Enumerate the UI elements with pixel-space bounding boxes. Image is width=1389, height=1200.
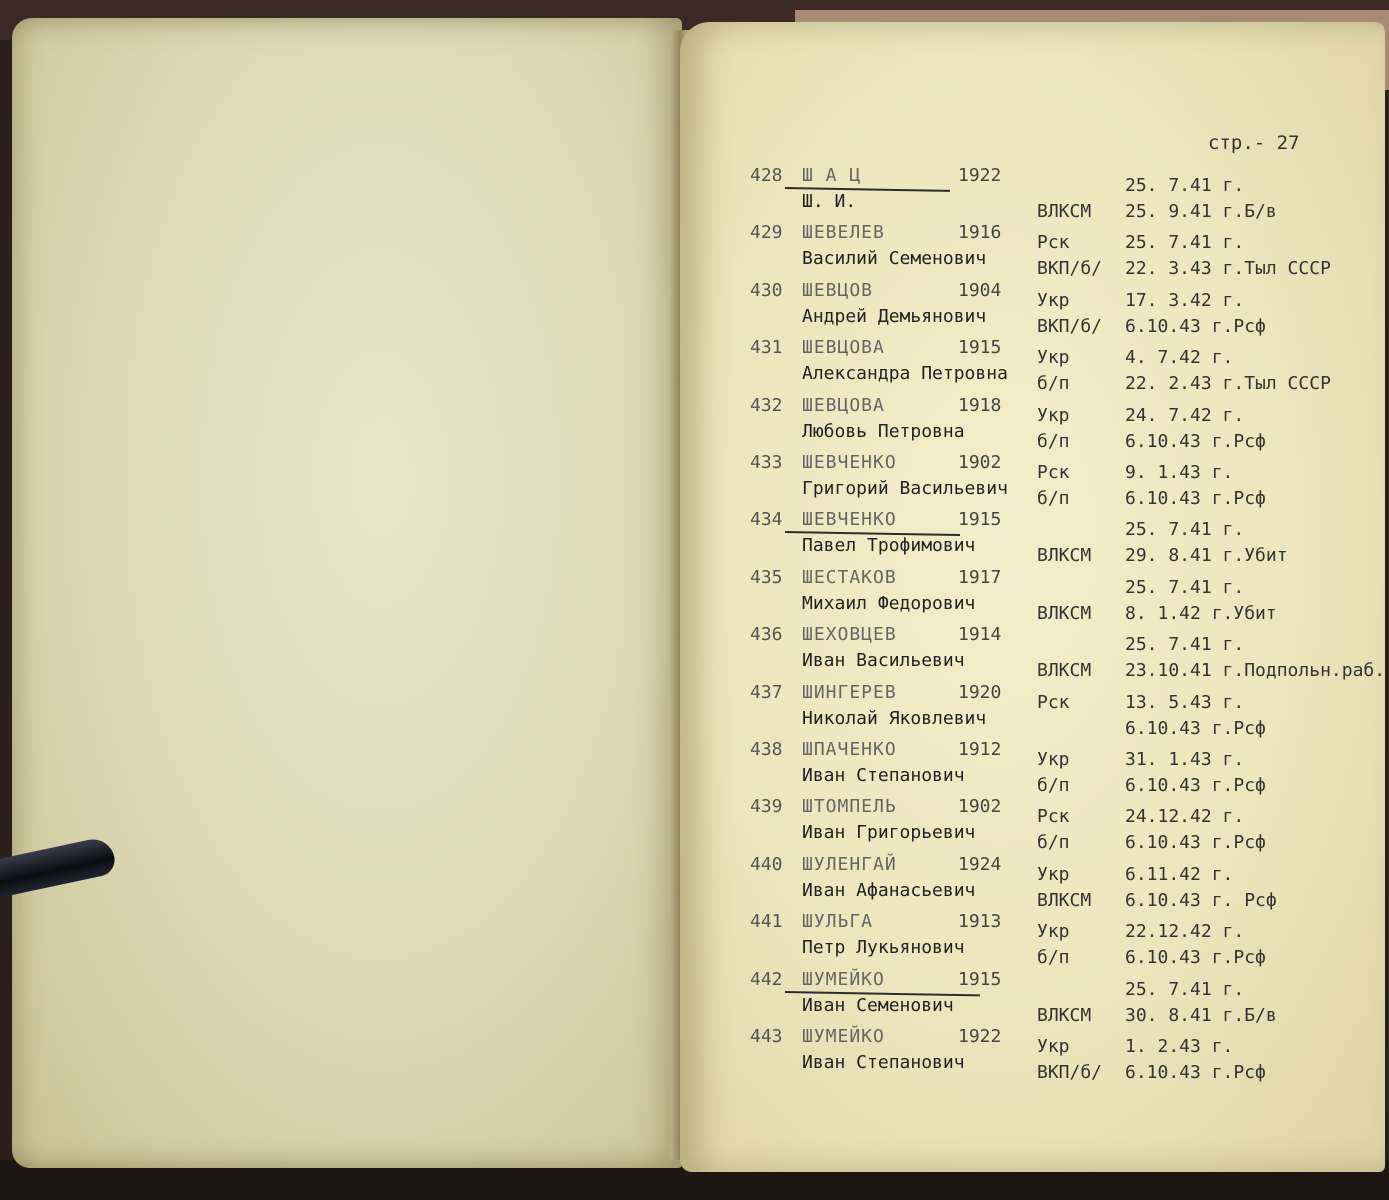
entry-given-names: Павел Трофимович [802,535,976,557]
entry-birth-year: 1924 [958,853,1002,875]
entry-nationality: Рск [1037,691,1070,713]
entry-given-names: Петр Лукьянович [802,937,965,959]
entry-surname: ШЕВЧЕНКО [802,452,897,473]
entry-party: ВЛКСМ [1037,660,1092,682]
entry-party: ВКП/б/ [1037,258,1103,280]
register-entry [680,616,1386,682]
entry-party: ВЛКСМ [1037,1004,1092,1026]
entry-start-date: 4. 7.42 г. [1125,347,1234,369]
entry-party: ВКП/б/ [1037,1062,1103,1083]
entry-party: б/п [1037,430,1070,452]
entry-surname: ШУМЕЙКО [802,1026,885,1047]
entry-nationality: Рск [1037,806,1070,828]
entry-nationality: Укр [1037,1036,1070,1057]
entry-birth-year: 1904 [958,279,1002,301]
entry-end-date: 8. 1.42 г.Убит [1125,602,1277,624]
entry-birth-year: 1914 [958,624,1002,646]
entry-party: б/п [1037,488,1070,509]
entry-birth-year: 1915 [958,337,1002,359]
entry-start-date: 9. 1.43 г. [1125,462,1234,483]
entry-party: ВЛКСМ [1037,545,1092,567]
register-entry [680,559,1385,624]
entry-number: 433 [750,452,783,473]
entry-surname: ШУЛЕНГАЙ [802,853,897,875]
entry-number: 428 [750,165,783,186]
entry-party: ВЛКСМ [1037,889,1092,911]
entry-birth-year: 1917 [958,566,1002,588]
entry-end-date: 6.10.43 г.Рсф [1125,430,1266,452]
entry-birth-year: 1902 [958,796,1002,818]
entry-surname: Ш А Ц [802,165,862,186]
entry-nationality: Укр [1037,921,1070,943]
entry-birth-year: 1916 [958,222,1002,244]
entry-given-names: Василий Семенович [802,248,987,270]
entry-surname: ШЕВЦОВА [802,337,885,359]
entry-surname: ШЕВЕЛЕВ [802,222,885,244]
entry-party: б/п [1037,832,1070,854]
entry-surname: ШИНГЕРЕВ [802,681,897,703]
entry-nationality: Укр [1037,863,1070,885]
entry-birth-year: 1922 [958,165,1002,186]
register-entry [680,903,1385,969]
entry-end-date: 6.10.43 г.Рсф [1125,1062,1266,1083]
entry-surname: ШЕВЦОВА [802,394,885,416]
entry-end-date: 6.10.43 г.Рсф [1125,947,1266,969]
entry-surname: ШЕВЦОВ [802,279,874,301]
register-entry [680,731,1385,796]
entry-party: б/п [1037,373,1070,395]
entry-nationality: Укр [1037,404,1070,426]
entry-number: 432 [750,394,783,416]
entry-given-names: Михаил Федорович [802,592,976,614]
register-entry [680,157,1385,222]
register-entry [680,214,1385,280]
entry-number: 434 [750,509,783,531]
entry-birth-year: 1918 [958,394,1002,416]
entry-start-date: 22.12.42 г. [1125,921,1245,943]
register-entry [680,788,1385,854]
entry-start-date: 31. 1.43 г. [1125,749,1245,770]
entry-birth-year: 1913 [958,911,1002,933]
entry-given-names: Григорий Васильевич [802,478,1008,499]
entry-number: 438 [750,739,783,760]
entry-end-date: 25. 9.41 г.Б/в [1125,201,1277,222]
entry-surname: ШУЛЬГА [802,911,874,933]
register-entry [680,272,1385,337]
entry-start-date: 25. 7.41 г. [1125,232,1245,254]
register-entry [680,674,1385,739]
entry-end-date: 22. 2.43 г.Тыл СССР [1125,373,1331,395]
entry-given-names: Иван Степанович [802,765,965,786]
entry-end-date: 6.10.43 г.Рсф [1125,775,1266,796]
entry-party: б/п [1037,775,1070,796]
entry-number: 435 [750,566,783,588]
entry-number: 440 [750,853,783,875]
entry-start-date: 25. 7.41 г. [1125,576,1245,598]
entry-start-date: 25. 7.41 г. [1125,175,1245,196]
entry-given-names: Ш. И. [802,191,857,212]
register-entry [680,961,1385,1026]
entry-nationality: Рск [1037,462,1070,483]
entry-number: 429 [750,222,783,244]
entry-nationality: Укр [1037,749,1070,770]
entry-number: 436 [750,624,783,646]
entry-number: 443 [750,1026,783,1047]
entry-surname: ШЕХОВЦЕВ [802,624,897,646]
entry-birth-year: 1902 [958,452,1002,473]
entry-end-date: 6.10.43 г. Рсф [1125,889,1277,911]
entry-end-date: 6.10.43 г.Рсф [1125,488,1266,509]
entry-end-date: 30. 8.41 г.Б/в [1125,1004,1277,1026]
entry-nationality: Укр [1037,347,1070,369]
entry-end-date: 6.10.43 г.Рсф [1125,717,1266,739]
entry-start-date: 6.11.42 г. [1125,863,1234,885]
entry-number: 439 [750,796,783,818]
page-number: стр.- 27 [1208,132,1300,154]
entry-given-names: Иван Семенович [802,994,954,1016]
entry-birth-year: 1915 [958,968,1002,990]
entry-nationality: Рск [1037,232,1070,254]
entry-end-date: 22. 3.43 г.Тыл СССР [1125,258,1331,280]
entry-given-names: Любовь Петровна [802,420,965,442]
entry-party: ВЛКСМ [1037,201,1092,222]
entry-given-names: Андрей Демьянович [802,305,987,327]
entry-surname: ШЕВЧЕНКО [802,509,897,531]
entry-end-date: 6.10.43 г.Рсф [1125,315,1266,337]
entry-given-names: Николай Яковлевич [802,707,987,729]
entry-start-date: 24.12.42 г. [1125,806,1245,828]
entry-birth-year: 1915 [958,509,1002,531]
register-entry [680,846,1385,911]
entry-number: 441 [750,911,783,933]
entry-surname: ШУМЕЙКО [802,968,885,990]
entry-birth-year: 1922 [958,1026,1002,1047]
entry-start-date: 24. 7.42 г. [1125,404,1245,426]
register-entry [680,387,1385,452]
entry-number: 437 [750,681,783,703]
entry-birth-year: 1920 [958,681,1002,703]
entry-surname: ШЕСТАКОВ [802,566,897,588]
entry-start-date: 25. 7.41 г. [1125,978,1245,1000]
entry-party: ВКП/б/ [1037,315,1103,337]
entry-end-date: 6.10.43 г.Рсф [1125,832,1266,854]
register-entry [680,444,1385,509]
entry-start-date: 1. 2.43 г. [1125,1036,1234,1057]
entry-number: 430 [750,279,783,301]
entry-given-names: Иван Васильевич [802,650,965,672]
left-blank-page [12,18,682,1168]
entry-start-date: 25. 7.41 г. [1125,634,1245,656]
entry-party: ВЛКСМ [1037,602,1092,624]
entry-number: 442 [750,968,783,990]
entry-given-names: Иван Афанасьевич [802,879,976,901]
entry-start-date: 25. 7.41 г. [1125,519,1245,541]
entry-party: б/п [1037,947,1070,969]
entry-given-names: Александра Петровна [802,363,1008,385]
register-entry [680,329,1385,395]
entry-surname: ШПАЧЕНКО [802,739,897,760]
right-text-page [680,22,1385,1172]
entry-start-date: 17. 3.42 г. [1125,289,1245,311]
entry-given-names: Иван Степанович [802,1052,965,1073]
entry-end-date: 29. 8.41 г.Убит [1125,545,1288,567]
entry-nationality: Укр [1037,289,1070,311]
entry-end-date: 23.10.41 г.Подпольн.раб. [1125,660,1386,682]
entry-number: 431 [750,337,783,359]
entry-start-date: 13. 5.43 г. [1125,691,1245,713]
entry-surname: ШТОМПЕЛЬ [802,796,897,818]
register-entry [680,501,1385,567]
register-entry [680,1018,1385,1083]
entry-given-names: Иван Григорьевич [802,822,976,844]
entry-birth-year: 1912 [958,739,1002,760]
